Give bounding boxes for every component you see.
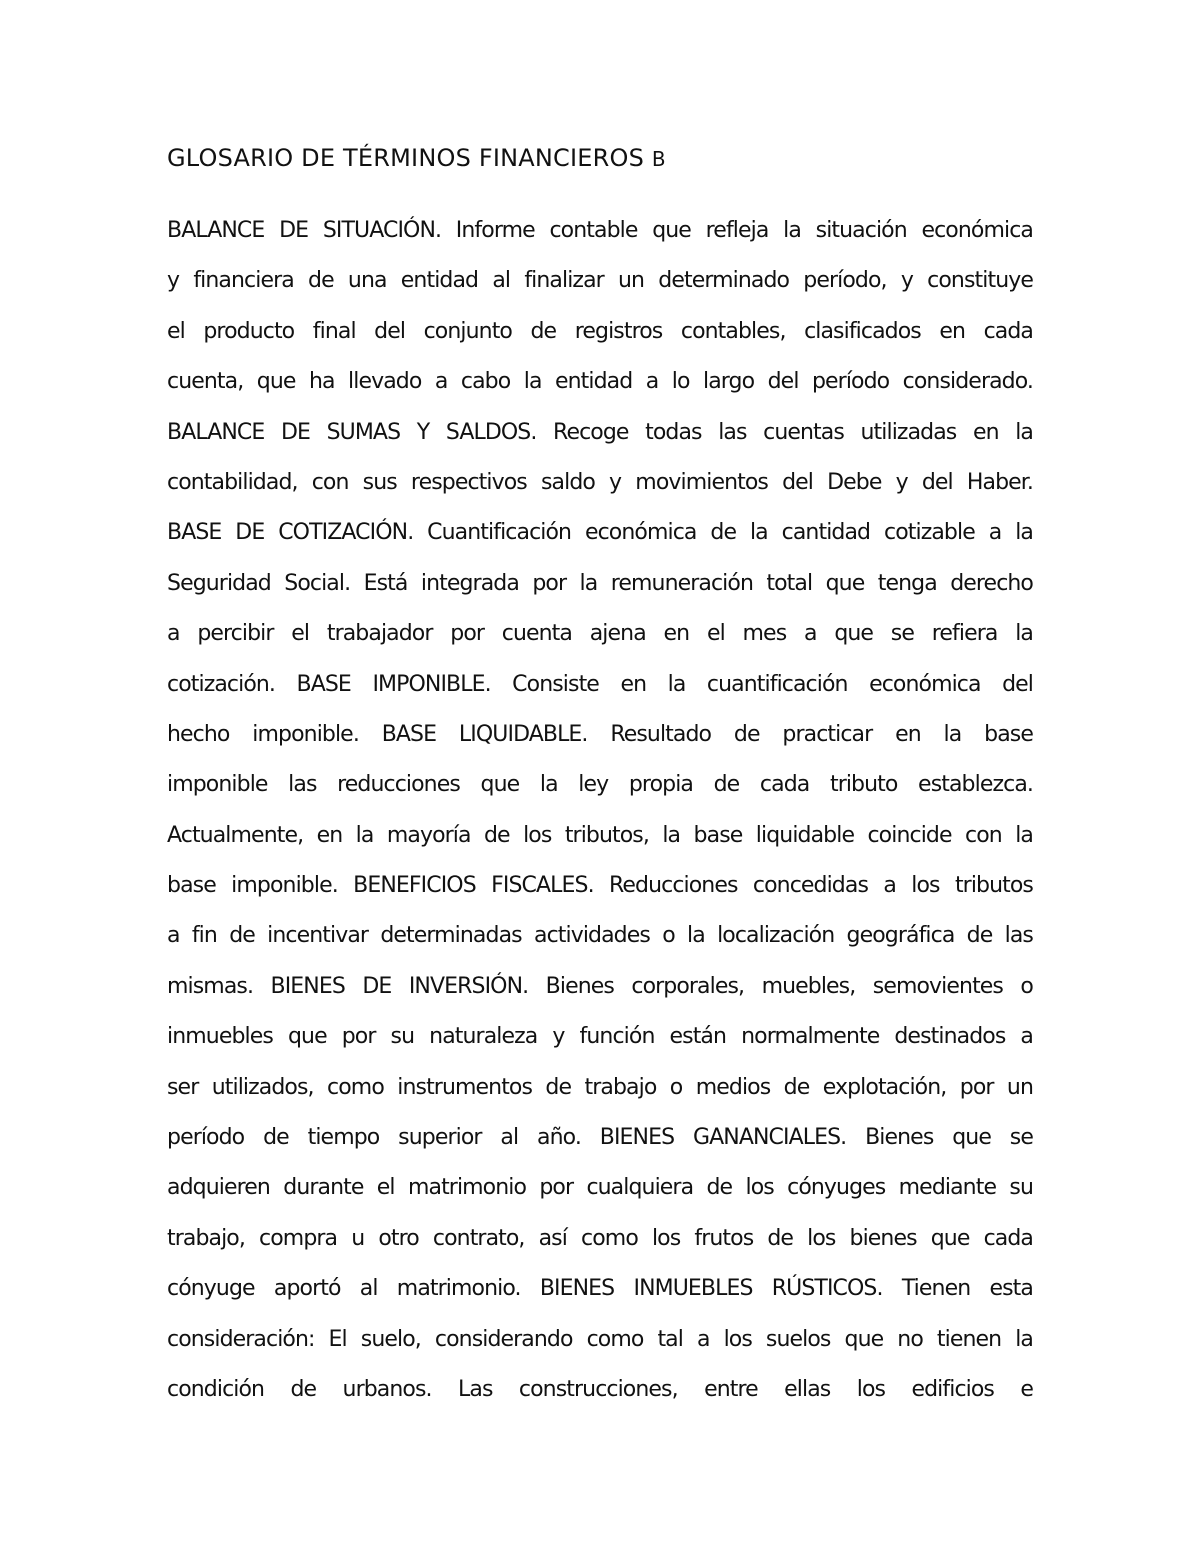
document-title-text: GLOSARIO DE TÉRMINOS FINANCIEROS [167, 144, 645, 172]
body-line: adquieren durante el matrimonio por cualquiera de los cónyuges mediante su [167, 1175, 1033, 1201]
document-title-letter: B [651, 147, 666, 171]
body-line: a percibir el trabajador por cuenta ajena en el mes a que se refiera la [167, 621, 1033, 647]
body-line: Actualmente, en la mayoría de los tributos, la base liquidable coincide con la [167, 822, 1033, 848]
body-line: trabajo, compra u otro contrato, así como los frutos de los bienes que cada [167, 1225, 1033, 1251]
body-line: cotización. BASE IMPONIBLE. Consiste en la cuantificación económica del [167, 671, 1033, 697]
glossary-body [167, 206, 1033, 1415]
body-line: período de tiempo superior al año. BIENES GANANCIALES. Bienes que se [167, 1125, 1033, 1151]
body-line: imponible las reducciones que la ley propia de cada tributo establezca. [167, 772, 1033, 798]
body-line: cónyuge aportó al matrimonio. BIENES INMUEBLES RÚSTICOS. Tienen esta [167, 1276, 1033, 1302]
body-line: condición de urbanos. Las construcciones, entre ellas los edificios e [167, 1376, 1033, 1402]
body-line: a fin de incentivar determinadas actividades o la localización geográfica de las [167, 923, 1033, 949]
body-line: BALANCE DE SUMAS Y SALDOS. Recoge todas las cuentas utilizadas en la [167, 419, 1033, 445]
body-line: ser utilizados, como instrumentos de trabajo o medios de explotación, por un [167, 1074, 1033, 1100]
body-line: base imponible. BENEFICIOS FISCALES. Reducciones concedidas a los tributos [167, 873, 1033, 899]
body-line: contabilidad, con sus respectivos saldo y movimientos del Debe y del Haber. [167, 469, 1033, 495]
document-title [167, 138, 1067, 179]
body-line: inmuebles que por su naturaleza y función están normalmente destinados a [167, 1024, 1033, 1050]
body-line: hecho imponible. BASE LIQUIDABLE. Resultado de practicar en la base [167, 721, 1033, 747]
body-line: BALANCE DE SITUACIÓN. Informe contable que refleja la situación económica [167, 218, 1033, 243]
body-line: mismas. BIENES DE INVERSIÓN. Bienes corporales, muebles, semovientes o [167, 973, 1033, 999]
body-line: el producto final del conjunto de registros contables, clasificados en cada [167, 318, 1033, 344]
body-line: Seguridad Social. Está integrada por la remuneración total que tenga derecho [167, 570, 1033, 596]
body-line: BASE DE COTIZACIÓN. Cuantificación económica de la cantidad cotizable a la [167, 520, 1033, 546]
body-line: cuenta, que ha llevado a cabo la entidad a lo largo del período considerado. [167, 369, 1033, 395]
body-line: y financiera de una entidad al finalizar un determinado período, y constituye [167, 268, 1033, 294]
body-line: consideración: El suelo, considerando como tal a los suelos que no tienen la [167, 1326, 1033, 1352]
